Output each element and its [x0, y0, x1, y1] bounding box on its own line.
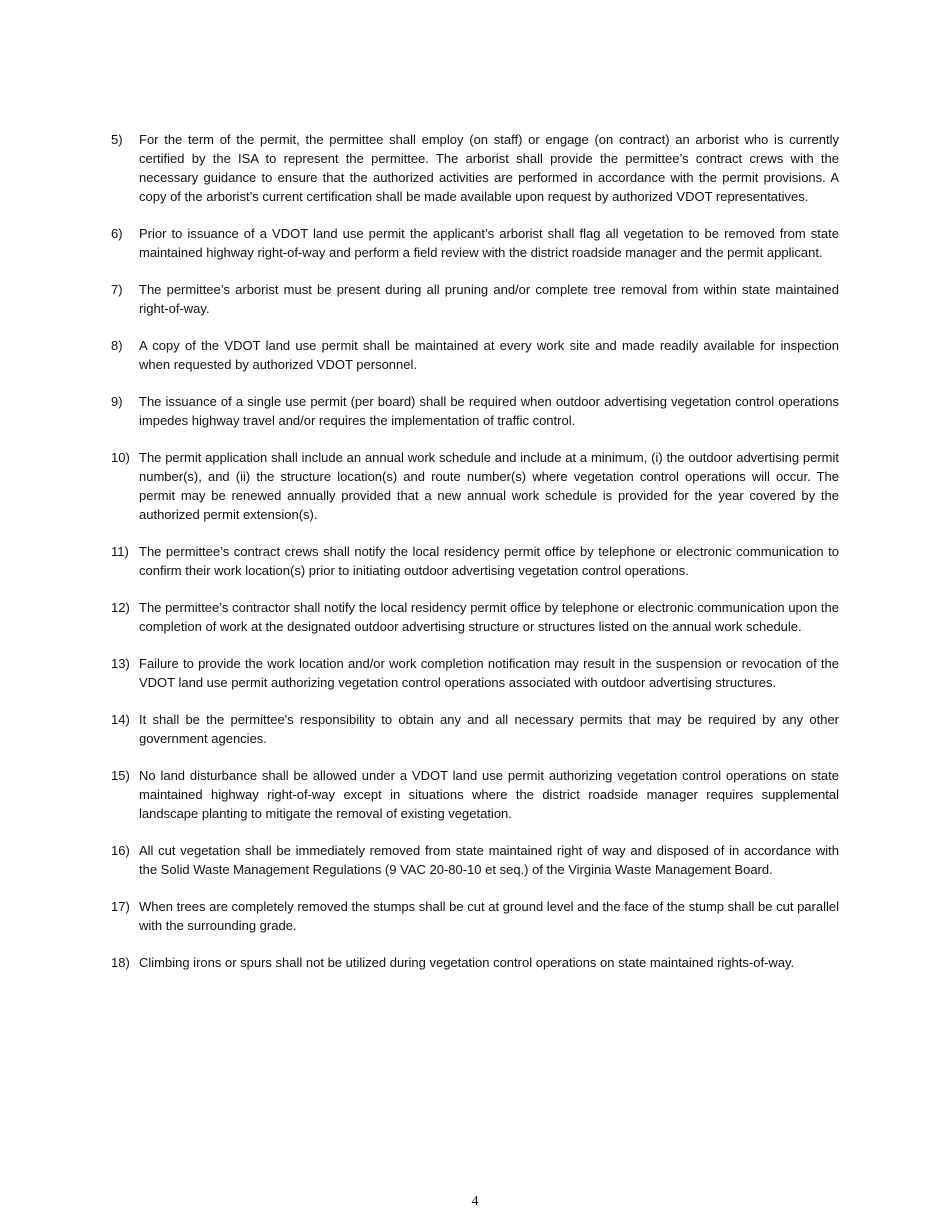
item-number: 17)	[111, 899, 130, 914]
item-text: For the term of the permit, the permittee shall employ (on staff) or engage (on contract) an arborist who is currently certified by the ISA to represent the permittee. The arborist shall provide the permittee’s contract crews with the necessary guidance to ensure that the authorized activities are performed in accordance with the permit provisions. A copy of the arborist’s current certification shall be made available upon request by authorized VDOT representatives.	[139, 132, 839, 204]
list-item	[111, 710, 839, 748]
list-item	[111, 130, 839, 206]
list-item	[111, 280, 839, 318]
list-item	[111, 392, 839, 430]
item-number: 7)	[111, 282, 123, 297]
item-number: 6)	[111, 226, 123, 241]
list-item	[111, 448, 839, 524]
page-number: 4	[471, 1194, 479, 1209]
item-number: 16)	[111, 843, 130, 858]
list-item	[111, 654, 839, 692]
item-number: 18)	[111, 955, 130, 970]
item-number: 15)	[111, 768, 130, 783]
item-number: 13)	[111, 656, 130, 671]
item-number: 12)	[111, 600, 130, 615]
item-text: The permittee’s arborist must be present during all pruning and/or complete tree removal from within state maintained right-of-way.	[139, 282, 839, 316]
list-item	[111, 766, 839, 823]
list-item	[111, 841, 839, 879]
item-text: A copy of the VDOT land use permit shall be maintained at every work site and made readily available for inspection when requested by authorized VDOT personnel.	[139, 338, 839, 372]
item-text: Failure to provide the work location and/or work completion notification may result in the suspension or revocation of the VDOT land use permit authorizing vegetation control operations associated with outdoor advertising structures.	[139, 656, 839, 690]
list-item	[111, 953, 839, 972]
item-text: Climbing irons or spurs shall not be utilized during vegetation control operations on state maintained rights-of-way.	[139, 955, 795, 970]
item-number: 9)	[111, 394, 123, 409]
item-text: Prior to issuance of a VDOT land use permit the applicant’s arborist shall flag all vegetation to be removed from state maintained highway right-of-way and perform a field review with the district roadside manager and the permit applicant.	[139, 226, 839, 260]
item-text: The permit application shall include an annual work schedule and include at a minimum, (i) the outdoor advertising permit number(s), and (ii) the structure location(s) and route number(s) where vegetation control operations will occur. The permit may be renewed annually provided that a new annual work schedule is provided for the year covered by the authorized permit extension(s).	[139, 450, 839, 522]
item-text: It shall be the permittee's responsibility to obtain any and all necessary permits that may be required by any other government agencies.	[139, 712, 839, 746]
item-number: 5)	[111, 132, 123, 147]
item-number: 8)	[111, 338, 123, 353]
list-item	[111, 224, 839, 262]
item-text: The permittee’s contract crews shall notify the local residency permit office by telephone or electronic communication to confirm their work location(s) prior to initiating outdoor advertising vegetation control operations.	[139, 544, 839, 578]
permit-conditions-list	[111, 130, 839, 990]
list-item	[111, 897, 839, 935]
item-number: 11)	[111, 544, 129, 559]
list-item	[111, 542, 839, 580]
list-item	[111, 598, 839, 636]
list-item	[111, 336, 839, 374]
item-text: The permittee’s contractor shall notify the local residency permit office by telephone or electronic communication upon the completion of work at the designated outdoor advertising structure or structures listed on the annual work schedule.	[139, 600, 839, 634]
item-text: When trees are completely removed the stumps shall be cut at ground level and the face of the stump shall be cut parallel with the surrounding grade.	[139, 899, 839, 933]
item-number: 10)	[111, 450, 130, 465]
item-text: All cut vegetation shall be immediately removed from state maintained right of way and disposed of in accordance with the Solid Waste Management Regulations (9 VAC 20-80-10 et seq.) of the Virginia Waste Management Board.	[139, 843, 839, 877]
item-text: The issuance of a single use permit (per board) shall be required when outdoor advertising vegetation control operations impedes highway travel and/or requires the implementation of traffic control.	[139, 394, 839, 428]
item-number: 14)	[111, 712, 130, 727]
item-text: No land disturbance shall be allowed under a VDOT land use permit authorizing vegetation control operations on state maintained highway right-of-way except in situations where the district roadside manager requires supplemental landscape planting to mitigate the removal of existing vegetation.	[139, 768, 839, 821]
